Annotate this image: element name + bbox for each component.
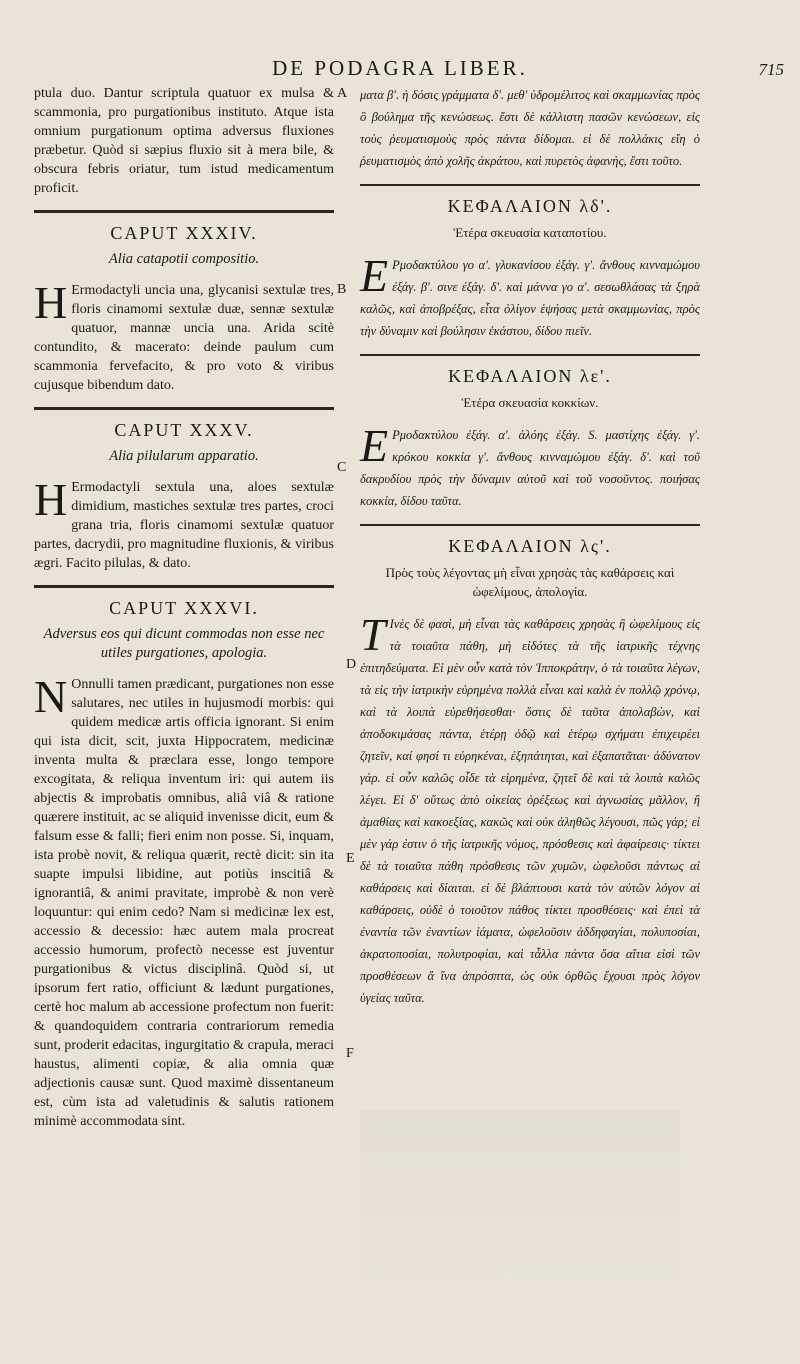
latin-column [34, 84, 334, 1131]
chapter-text [34, 671, 334, 1131]
chapter-body: Ermodactyli uncia una, glycanisi sextulæ tres, floris cinamomi sextulæ duæ, sennæ sextulæ quatuor, mannæ uncia una. Arida scitè contundito, & macerato: deinde paulum cum scammonia fervefacito, & pro voto & viribus cujusque bibendum dato. [34, 283, 334, 393]
margin-letter: A [337, 86, 348, 101]
chapter-text [360, 420, 700, 512]
margin-letter: E [346, 851, 355, 866]
chapter-body: Ινὲς δὲ φασὶ, μὴ εἶναι τὰς καθάρσεις χρησὰς ἢ ὠφελίμους εἰς τὰ τοιαῦτα πάθη, μὴ εἰδότες τὰ τῆς ἰατρικῆς τέχνης ἐπιτηδεύματα. Εἰ μὲν οὖν κατὰ τὸν Ἱπποκράτην, ὁ τὰ τοιαῦτα λέγων, τὰ εἰς τὴν ἰατρικὴν εὑρημένα πολλὰ εἶναι καὶ καλὰ ἐν πολλῷ χρόνῳ, καὶ τὰ λοιπὰ εὑρεθήσεσθαι· ὅστις δὲ ταῦτα ἀπολαβὼν, καὶ ἀποδοκιμάσας πάντα, ἑτέρῃ ὁδῷ καὶ ἑτέρῳ σχήματι ἐπιχειρέει ζητεῖν, καί φησί τι εὑρηκέναι, ἐξηπάτηται, καὶ ἐξαπατᾶται· ἀδύνατον γάρ. εἰ οὖν καλῶς οἶδε τὰ εἰρημένα, ζητεῖ δὲ καὶ τὰ λοιπὰ καλῶς λέγει. Εἰ δ' οὕτως ἀπὸ οἰκείας ὀρέξεως καὶ ἀγνωσίας μᾶλλον, ἢ ἀμαθίας καὶ κακοεξίας, κακῶς καὶ οὐκ ἀληθῶς λέγουσι, πῶς γάρ; εἰ μὲν γάρ ἐστιν ὁ τῆς ἰατρικῆς νόμος, πρόσθεσις καὶ ἀφαίρεσις· τίκτει δὲ τὰ τοιαῦτα πάθη πρόσθεσις τῶν χυμῶν, ὠφελοῦσι πάντως αἱ καθάρσεις καὶ δίαιται. εἰ δὲ βλάπτουσι κατὰ τὸν αὐτῶν λόγον αἱ καθάρσεις, οὐδὲ ὁ τοιοῦτον πάθος τίκτει προσθέσεις· καὶ ἐπεὶ τὰ ἐναντία τῶν ἐναντίων ἰάματα, ὠφελοῦσιν ἀδδηφαγίαι, πολυποσίαι, ἀκρατοποσίαι, πολυτροφίαι, καὶ τἆλλα πάντα ὅσα αἴτια εἰσὶ τῶν προσθέσεων ἅ ἵνα ἀπρόσπτα, ὡς οὐκ ὀρθῶς ἔχουσι πρὸς λόγον ὑγείας ταῦτα. [360, 617, 700, 1005]
chapter-body: Ρμοδακτύλου γο α'. γλυκανίσου ἐξάγ. γ'. ἄνθους κινναμώμου ἐξάγ. β'. σινε ἐξάγ. δ'. καὶ μάννα γο α'. σεσωθλάσας τὰ ξηρὰ καλῶς, καὶ ἀποβρέξας, εἶτα ὀλίγον ἑψήσας μετὰ σκαμμωνίας, πρὸς τὴν δύναμιν καὶ βούλησιν ἑκάστου, δίδου πιεῖν. [360, 258, 700, 338]
drop-cap: Τ [360, 609, 386, 660]
chapter-heading: CAPUT XXXV. [114, 420, 254, 440]
drop-cap: H [34, 474, 68, 525]
chapter-body: Onnulli tamen prædicant, purgationes non esse salutares, nec utiles in hujusmodi morbis: qui quidem medicæ artis officia ignorant. Si enim qui ista dicit, scit, juxta Hippocratem, medicinæ inventa multa & præclara esse, longo tempore excogitata, & reliqua inventum iri: qui autem iis abjectis & improbatis omnibus, aliâ viâ & ratione quærere instituit, ac se aliquid invenisse dicit, eum & falsum esse & falli; fieri enim non posse. Si, inquam, ista probè novit, & reliqua quærit, rectè dicit: sin ita suapte impulsi libidine, aut potiùs inscitiâ & ignorantiâ, & animi pravitate, improbè & non verè loquuntur: qui enim cedo? Nam si medicinæ lex est, accessio & decessio: hæc autem mala procreat accessio humorum, profectò necesse est juventur purgationibus & victus disciplinâ. Quòd si, ut ipsorum fert ratio, officiunt & lædunt purgationes, certè hoc malum ab accessione profectum non fuerit: & quandoquidem contraria contrariorum remedia sunt, proderit edacitas, ingurgitatio & crapula, meraci haustus, alimenti copiæ, & alia omnia quæ adjectionis causæ sunt. Quod maximè dissentaneum est, cùm ista ad valetudinis & salutis rationem minimè accommodata sint. [34, 677, 334, 1129]
drop-cap: N [34, 671, 68, 722]
chapter-subtitle: Alia catapotii compositio. [108, 251, 260, 267]
column-rule [360, 184, 700, 186]
chapter-subtitle: Adversus eos qui dicunt commodas non esse nec utiles purgationes, apologia. [43, 626, 325, 661]
chapter-body: Ρμοδακτύλου ἐξάγ. α'. ἀλόης ἐξάγ. S. μαστίχης ἐξάγ. γ'. κρόκου κοκκία γ'. ἄνθους κινναμώμου ἐξάγ. δ'. καὶ τοῦ δακρυδίου πρὸς τὴν δύναμιν αὐτοῦ καὶ τοῦ νοσοῦντος. ποιήσας κοκκία, δίδου ταῦτα. [360, 428, 700, 508]
chapter-subtitle: Alia pilularum apparatio. [109, 448, 259, 464]
chapter-subtitle: Ἑτέρα σκευασία κοκκίων. [461, 395, 599, 410]
chapter-heading: CAPUT XXXIV. [110, 223, 258, 243]
margin-letter: B [337, 282, 347, 297]
margin-letter: F [346, 1046, 354, 1061]
page-number: 715 [758, 60, 784, 79]
chapter-text [360, 609, 700, 1009]
margin-letter: D [346, 657, 357, 672]
chapter-text [360, 250, 700, 342]
running-title: DE PODAGRA LIBER. [272, 56, 528, 80]
drop-cap: Ε [360, 250, 389, 301]
chapter-heading: CAPUT XXXVI. [109, 598, 259, 618]
margin-letter: C [337, 460, 347, 475]
latin-opening-paragraph: ptula duo. Dantur scriptula quatuor ex mulsa & scammonia, pro purgationibus instituto. Atque ista omnium purgationum optima adversus fluxiones præbetur. Quòd si sæpius fluxio sit à mera bile, & obscura febris oriatur, tum istud medicamentum proficit. [34, 86, 334, 196]
chapter-heading: ΚΕΦΑΛΑΙΟΝ λς'. [448, 536, 612, 556]
column-rule [34, 210, 334, 213]
greek-column [360, 84, 700, 1009]
column-rule [360, 524, 700, 526]
column-rule [360, 354, 700, 356]
drop-cap: H [34, 277, 68, 328]
column-rule [34, 407, 334, 410]
drop-cap: Ε [360, 420, 389, 471]
chapter-subtitle: Ἑτέρα σκευασία καταποτίου. [453, 225, 607, 240]
chapter-text [34, 277, 334, 395]
chapter-body: Ermodactyli sextula una, aloes sextulæ dimidium, mastiches sextulæ tres partes, croci grana tria, floris cinamomi sextulæ quatuor partes, dacrydii, pro magnitudine fluxionis, & viribus ægri. Facito pilulas, & dato. [34, 480, 334, 571]
chapter-heading: ΚΕΦΑΛΑΙΟΝ λδ'. [447, 196, 613, 216]
bleed-through-shadow [360, 1110, 680, 1290]
chapter-subtitle: Πρὸς τοὺς λέγοντας μὴ εἶναι χρησὰς τὰς καθάρσεις καὶ ὠφελίμους, ἀπολογία. [385, 565, 675, 599]
chapter-heading: ΚΕΦΑΛΑΙΟΝ λε'. [448, 366, 612, 386]
chapter-text [34, 474, 334, 573]
column-rule [34, 585, 334, 588]
greek-opening-paragraph: ματα β'. ἡ δόσις γράμματα δ'. μεθ' ὑδρομέλιτος καὶ σκαμμωνίας πρὸς ὃ βούλημα τῆς κενώσεως. ἔστι δὲ κάλλιστη πασῶν κενώσεων, εἰς τοὺς ῥευματισμοὺς πρὸς πάντα δίδομαι. εἰ δὲ πολλάκις εἴη ὁ ῥευματισμὸς ἀπὸ χολῆς ἀκράτου, καὶ πυρετὸς ἀφανὴς, ἔστι τοῦτο. [360, 88, 700, 168]
